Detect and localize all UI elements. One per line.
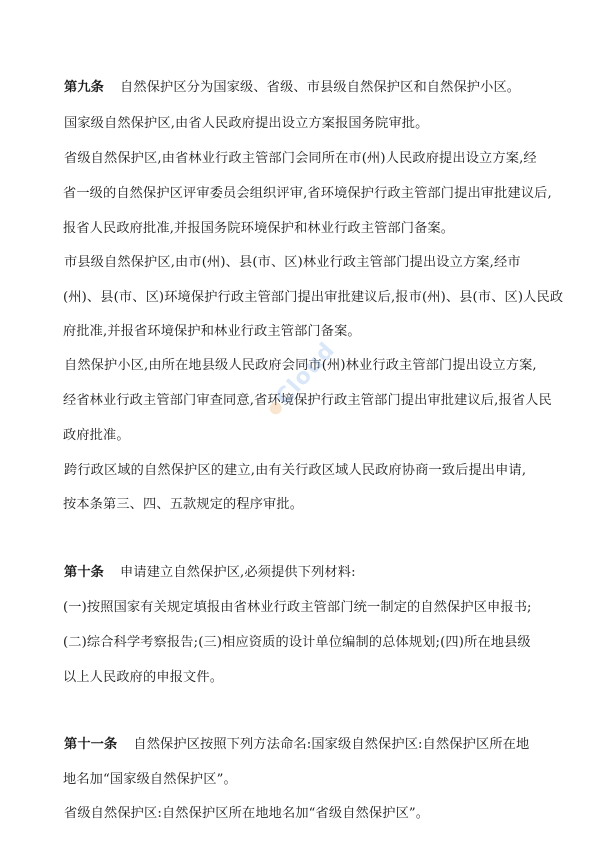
article-10-heading-line — [0, 564, 595, 582]
article-9-para-provincial-cont: 报省人民政府批准,并报国务院环境保护和林业行政主管部门备案。 — [63, 221, 455, 236]
article-9-number: 第九条 — [64, 80, 105, 95]
article-11-number: 第十一条 — [64, 737, 118, 752]
article-11-text: 自然保护区按照下列方法命名:国家级自然保护区:自然保护区所在地 — [133, 737, 530, 752]
article-9-para-small-reserve-cont: 政府批准。 — [63, 428, 130, 443]
watermark-text: Cloud — [271, 337, 341, 411]
article-9-para-provincial: 省级自然保护区,由省林业行政主管部门会同所在市(州)人民政府提出设立方案,经 — [64, 151, 537, 166]
article-9-para-county-cont: 府批准,并报省环境保护和林业行政主管部门备案。 — [63, 324, 361, 339]
article-9-para-cross-region-cont: 按本条第三、四、五款规定的程序审批。 — [63, 497, 304, 512]
article-9-heading-line — [0, 79, 595, 97]
article-10-number: 第十条 — [64, 565, 105, 580]
article-9-para-small-reserve: 自然保护小区,由所在地县级人民政府会同市(州)林业行政主管部门提出设立方案, — [64, 358, 537, 373]
article-9-para-cross-region: 跨行政区域的自然保护区的建立,由有关行政区域人民政府协商一致后提出申请, — [64, 463, 527, 478]
article-9-para-small-reserve-cont: 经省林业行政主管部门审查同意,省环境保护行政主管部门提出审批建议后,报省人民 — [63, 393, 552, 408]
article-9-para-county-cont: (州)、县(市、区)环境保护行政主管部门提出审批建议后,报市(州)、县(市、区)人民政 — [63, 290, 564, 305]
article-11-text-cont: 地名加“国家级自然保护区”。 — [63, 772, 237, 787]
article-9-para-national: 国家级自然保护区,由省人民政府提出设立方案报国务院审批。 — [64, 116, 429, 131]
article-9-para-provincial-cont: 省一级的自然保护区评审委员会组织评审,省环境保护行政主管部门提出审批建议后, — [63, 186, 552, 201]
article-10-item-1: (一)按照国家有关规定填报由省林业行政主管部门统一制定的自然保护区申报书; — [63, 600, 532, 615]
article-9-para-county: 市县级自然保护区,由市(州)、县(市、区)林业行政主管部门提出设立方案,经市 — [64, 255, 521, 270]
article-11-heading-line — [0, 736, 595, 754]
article-10-items-2-4-cont: 以上人民政府的申报文件。 — [63, 670, 224, 685]
article-10-text: 申请建立自然保护区,必须提供下列材料: — [120, 565, 356, 580]
article-11-para-provincial: 省级自然保护区:自然保护区所在地地名加“省级自然保护区”。 — [64, 806, 430, 821]
article-9-text: 自然保护区分为国家级、省级、市县级自然保护区和自然保护小区。 — [120, 80, 521, 95]
article-10-items-2-4: (二)综合科学考察报告;(三)相应资质的设计单位编制的总体规划;(四)所在地县级 — [63, 635, 531, 650]
